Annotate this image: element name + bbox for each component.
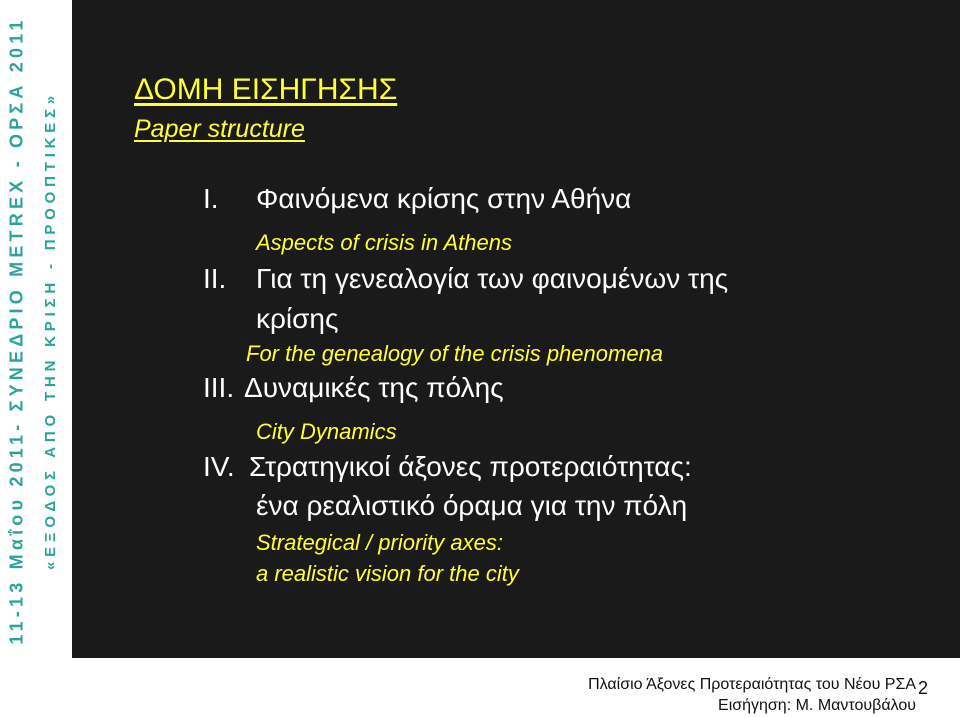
item-numeral: II. [203, 263, 227, 294]
item-english-text: City Dynamics [256, 419, 397, 444]
item-greek-text: Δυναμικές της πόλης [244, 372, 504, 403]
footer [476, 674, 916, 716]
conference-theme-text: «ΕΞΟΔΟΣ ΑΠΟ ΤΗΝ ΚΡΙΣΗ - ΠΡΟΟΠΤΙΚΕΣ» [42, 90, 60, 570]
side-banner-conference [0, 0, 34, 660]
item-numeral: I. [203, 183, 219, 214]
item-greek-text: Στρατηγικοί άξονες προτεραιότητας: [249, 451, 692, 482]
item-greek-text: Φαινόμενα κρίσης στην Αθήνα [256, 183, 632, 214]
item-english-text: Aspects of crisis in Athens [256, 230, 512, 255]
conference-title-text: 11-13 Μαΐου 2011- ΣΥΝΕΔΡΙΟ METREX - ΟΡΣΑ 2011 [6, 15, 27, 645]
footer-presentation-title: Πλαίσιο Άξονες Προτεραιότητας του Νέου ΡΣΑ [588, 676, 916, 693]
slide-title-english: Paper structure [134, 115, 305, 143]
item-english-text-continued: a realistic vision for the city [256, 561, 519, 586]
item-numeral: IV. [203, 451, 235, 482]
page-number: 2 [918, 678, 929, 698]
item-numeral: III. [203, 372, 235, 403]
side-banner-theme [34, 0, 68, 660]
item-english-text: Strategical / priority axes: [256, 530, 503, 555]
footer-presenter: Εισήγηση: Μ. Μαντουβάλου [718, 697, 916, 714]
item-greek-text: Για τη γενεαλογία των φαινομένων της [256, 263, 729, 294]
item-greek-text-continued: ένα ρεαλιστικό όραμα για την πόλη [256, 490, 688, 521]
item-english-text: For the genealogy of the crisis phenomena [246, 341, 664, 366]
item-greek-text-continued: κρίσης [256, 303, 339, 334]
slide-title-greek: ΔΟΜΗ ΕΙΣΗΓΗΣΗΣ [134, 73, 398, 106]
